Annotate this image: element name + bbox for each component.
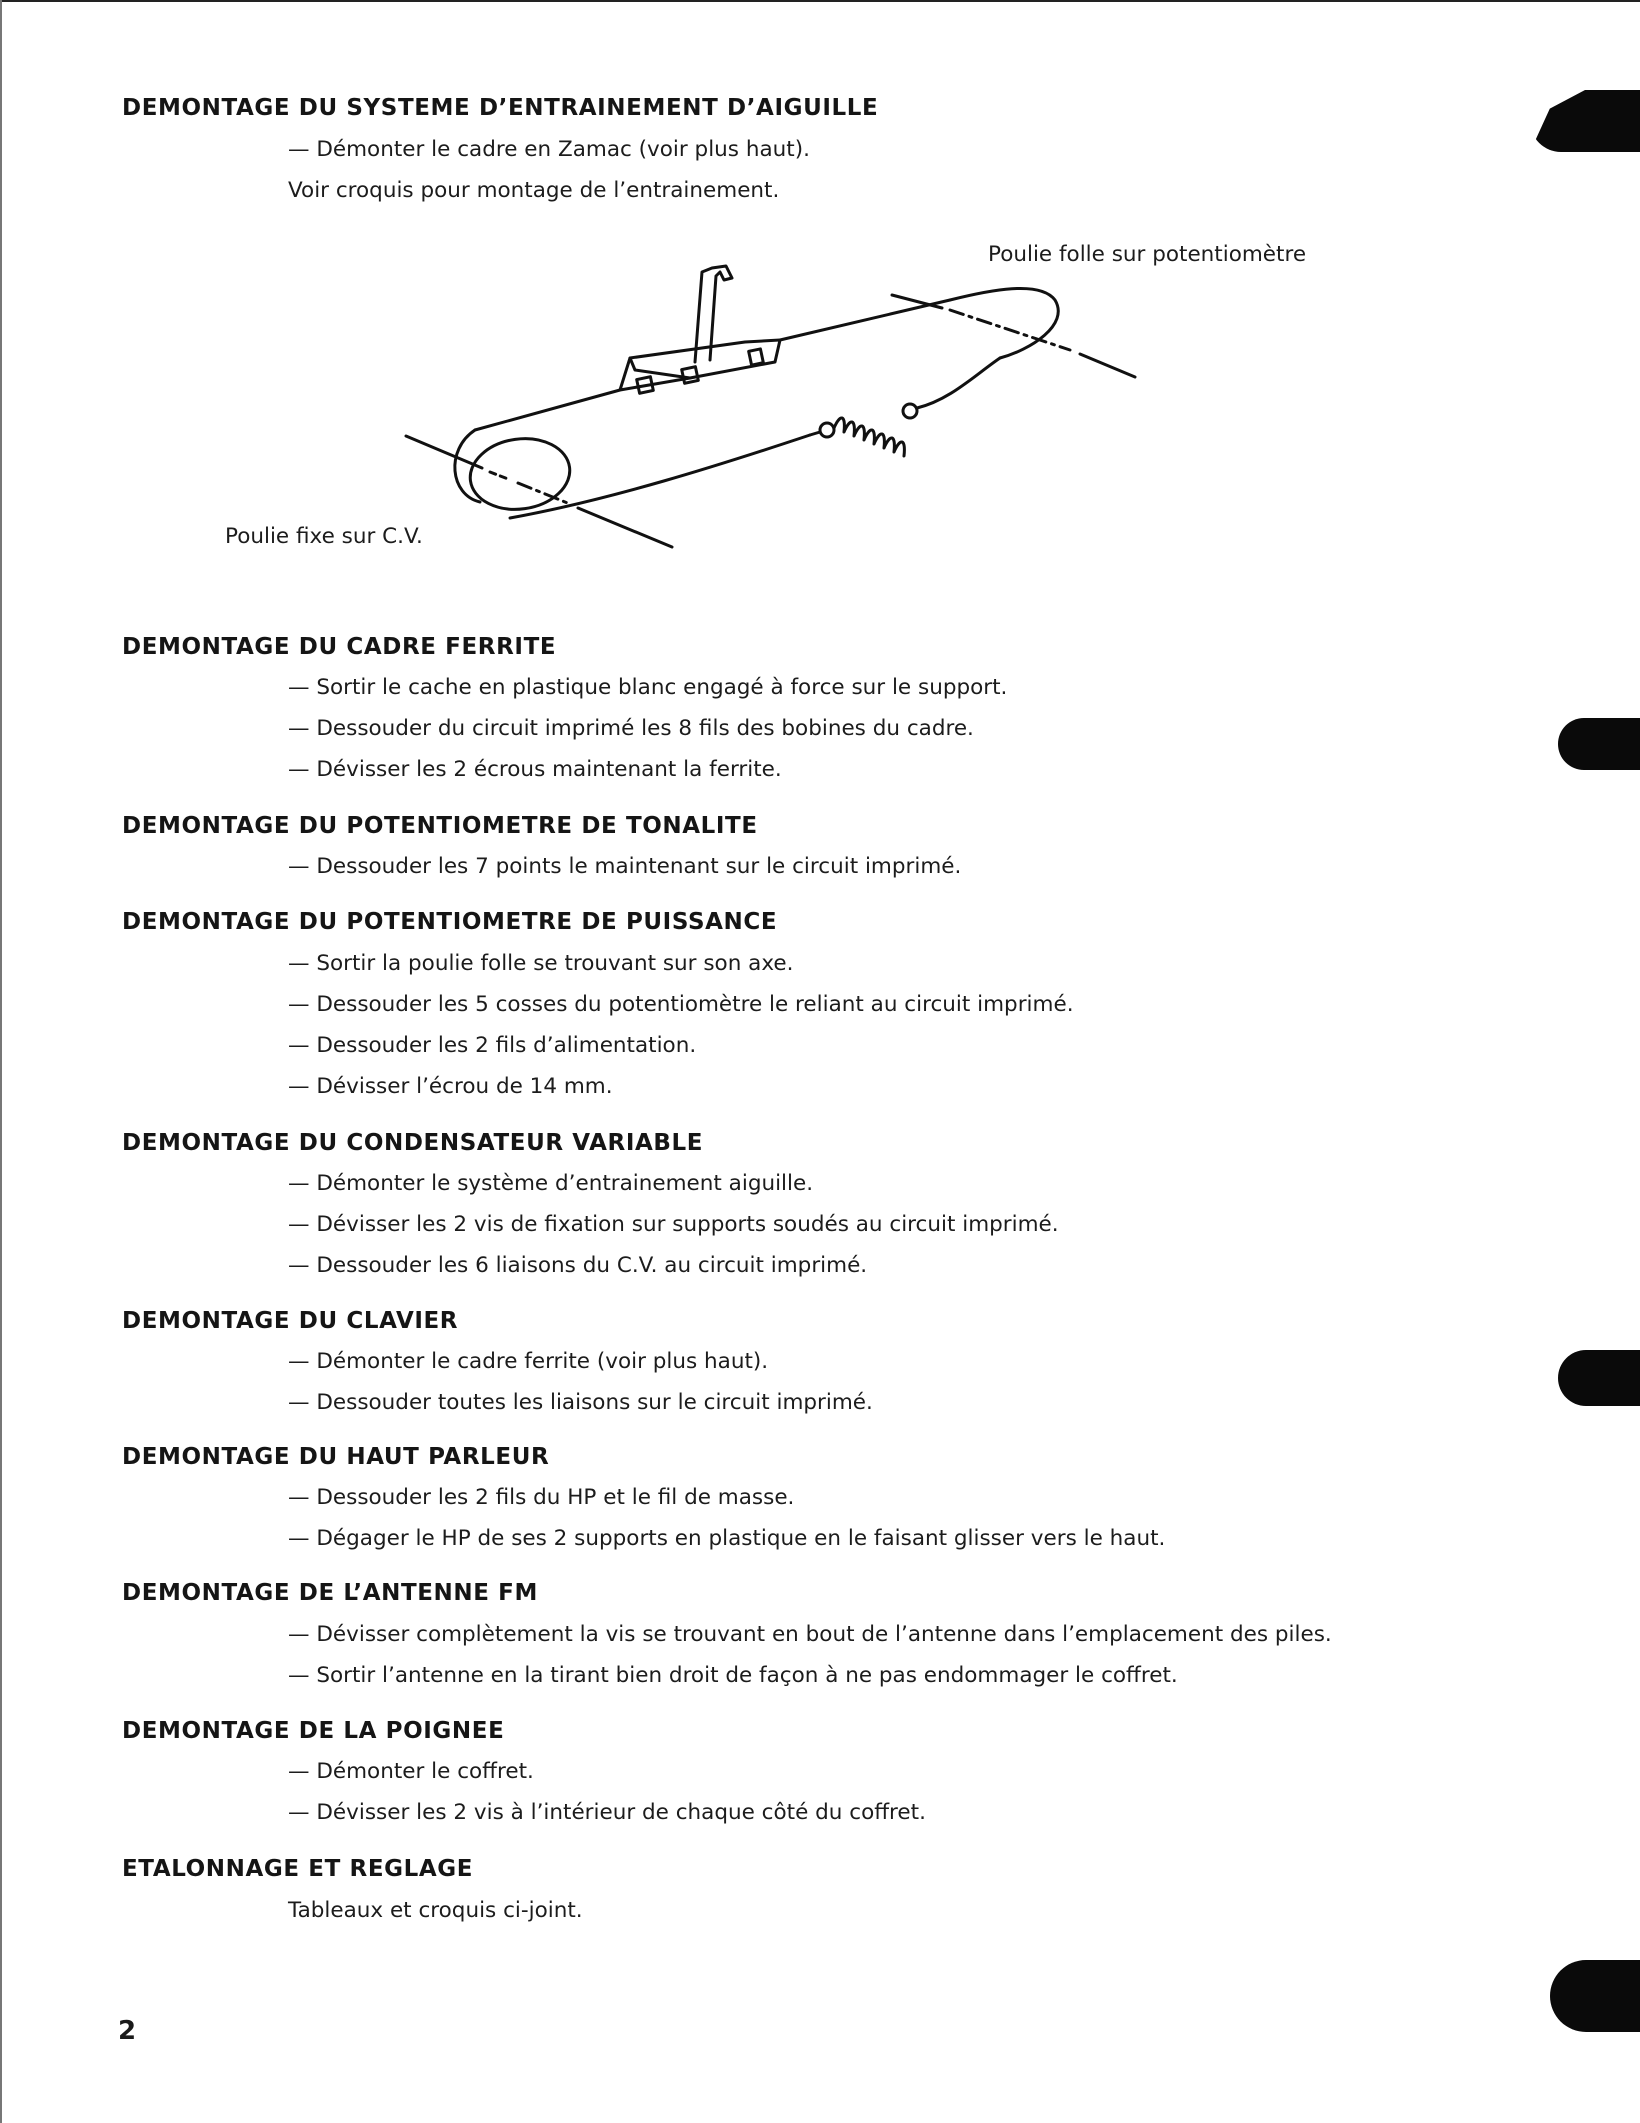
cord-from-spring: [917, 358, 1000, 408]
page-number: 2: [118, 2016, 137, 2046]
cord-upper-run: [475, 390, 620, 430]
fixed-pulley: [466, 432, 575, 515]
axis-idler-a: [892, 295, 942, 308]
cord-upper-run-2: [780, 300, 950, 340]
punch-hole-bottom: [1550, 1960, 1640, 2032]
needle-drive-diagram: [390, 250, 1160, 550]
section-line: — Dévisser complètement la vis se trouvant en bout de l’antenne dans l’emplacement des piles.: [288, 1622, 1332, 1647]
section-heading-keyboard: DEMONTAGE DU CLAVIER: [122, 1308, 459, 1334]
tension-spring: [834, 418, 904, 456]
section-heading-volume-pot: DEMONTAGE DU POTENTIOMETRE DE PUISSANCE: [122, 909, 778, 935]
section-line: — Dessouder les 6 liaisons du C.V. au circuit imprimé.: [288, 1253, 868, 1278]
section-line: — Démonter le cadre ferrite (voir plus haut).: [288, 1349, 769, 1374]
section-line: — Dessouder toutes les liaisons sur le circuit imprimé.: [288, 1390, 873, 1415]
label-idler-pulley: Poulie folle sur potentiomètre: [988, 242, 1307, 267]
section-line: — Dessouder les 5 cosses du potentiomètre le reliant au circuit imprimé.: [288, 992, 1074, 1017]
cord-to-spring: [810, 432, 820, 435]
section-line: — Dévisser les 2 écrous maintenant la ferrite.: [288, 757, 782, 782]
section-line: — Dessouder du circuit imprimé les 8 fils des bobines du cadre.: [288, 716, 974, 741]
punch-hole-top: [1530, 90, 1640, 152]
spring-ring-right: [903, 404, 917, 418]
axis-idler-c: [1080, 354, 1135, 377]
section-line: Tableaux et croquis ci-joint.: [288, 1898, 583, 1923]
section-heading-needle-drive: DEMONTAGE DU SYSTEME D’ENTRAINEMENT D’AIGUILLE: [122, 95, 879, 121]
section-line: — Dessouder les 2 fils du HP et le fil de masse.: [288, 1485, 795, 1510]
carrier-clip-mid: [682, 367, 699, 384]
punch-hole-upper: [1558, 718, 1640, 770]
section-heading-fm-antenna: DEMONTAGE DE L’ANTENNE FM: [122, 1580, 538, 1606]
section-heading-loudspeaker: DEMONTAGE DU HAUT PARLEUR: [122, 1444, 550, 1470]
axis-fixed-c: [518, 483, 570, 504]
punch-hole-lower: [1558, 1350, 1640, 1406]
section-line: — Dévisser les 2 vis de fixation sur supports soudés au circuit imprimé.: [288, 1212, 1059, 1237]
section-line: — Dégager le HP de ses 2 supports en plastique en le faisant glisser vers le haut.: [288, 1526, 1166, 1551]
label-fixed-pulley: Poulie fixe sur C.V.: [225, 524, 423, 549]
scan-edge-left: [0, 0, 2, 2123]
section-line: — Dévisser les 2 vis à l’intérieur de chaque côté du coffret.: [288, 1800, 926, 1825]
axis-fixed-d: [578, 508, 672, 547]
section-line: Voir croquis pour montage de l’entrainement.: [288, 178, 780, 203]
carrier-clip-right: [749, 349, 764, 365]
section-line: — Dessouder les 2 fils d’alimentation.: [288, 1033, 697, 1058]
axis-fixed-a: [406, 436, 482, 468]
needle-carrier-edge: [630, 358, 690, 378]
section-heading-ferrite-frame: DEMONTAGE DU CADRE FERRITE: [122, 634, 557, 660]
section-line: — Sortir l’antenne en la tirant bien droit de façon à ne pas endommager le coffret.: [288, 1663, 1178, 1688]
axis-fixed-b: [490, 472, 508, 479]
section-line: — Dévisser l’écrou de 14 mm.: [288, 1074, 613, 1099]
section-heading-variable-capacitor: DEMONTAGE DU CONDENSATEUR VARIABLE: [122, 1130, 704, 1156]
section-heading-tone-pot: DEMONTAGE DU POTENTIOMETRE DE TONALITE: [122, 813, 758, 839]
section-line: — Démonter le coffret.: [288, 1759, 534, 1784]
idler-pulley-loop: [950, 288, 1058, 358]
section-line: — Démonter le cadre en Zamac (voir plus haut).: [288, 137, 810, 162]
section-heading-handle: DEMONTAGE DE LA POIGNEE: [122, 1718, 505, 1744]
section-line: — Sortir le cache en plastique blanc engagé à force sur le support.: [288, 675, 1008, 700]
spring-ring-left: [820, 423, 834, 437]
section-line: — Dessouder les 7 points le maintenant sur le circuit imprimé.: [288, 854, 962, 879]
section-heading-calibration: ETALONNAGE ET REGLAGE: [122, 1856, 474, 1882]
axis-idler-b: [950, 310, 1070, 350]
section-line: — Sortir la poulie folle se trouvant sur son axe.: [288, 951, 794, 976]
section-line: — Démonter le système d’entrainement aiguille.: [288, 1171, 814, 1196]
scan-edge-top: [0, 0, 1640, 2]
